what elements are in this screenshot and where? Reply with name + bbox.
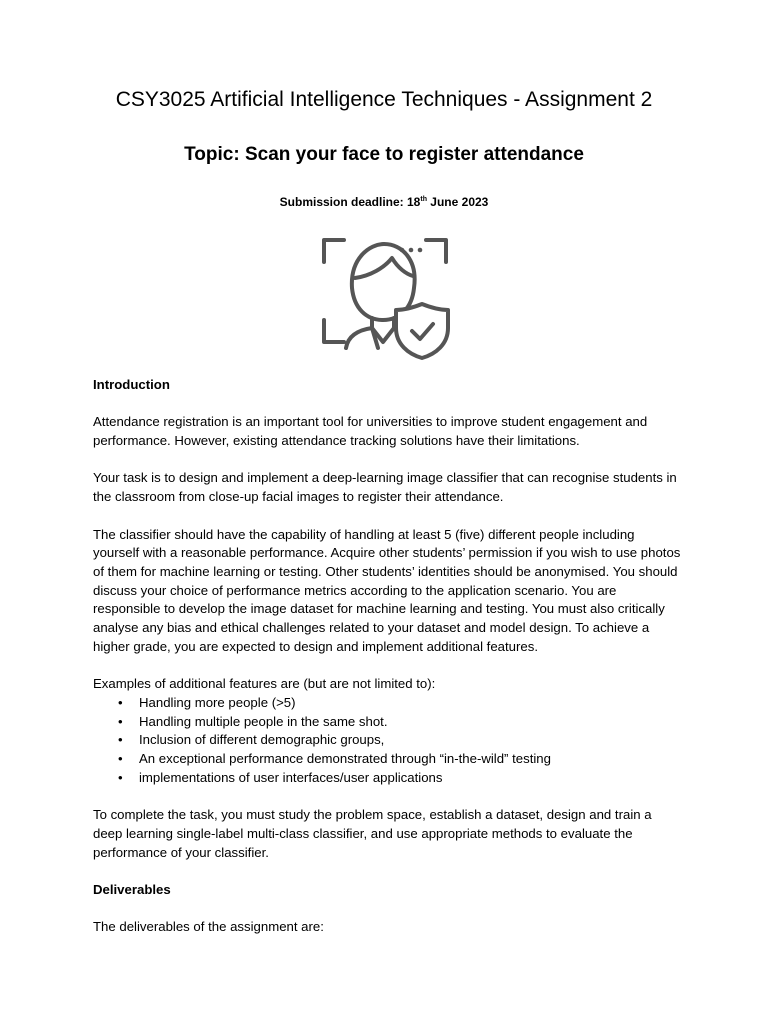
- list-item: [93, 694, 683, 713]
- list-item-text: Inclusion of different demographic groups,: [139, 732, 385, 748]
- intro-paragraph-3: The classifier should have the capability of handling at least 5 (five) different people including yourself with a reasonable performance. Acquire other students’ permission if you wish to use photos of them for machine learning or testing. Other students’ identities should be anonymised. You should discuss your choice of performance metrics according to the application scenario. You are responsible to develop the image dataset for machine learning and testing. You must also critically analyse any bias and ethical challenges related to your dataset and model design. To achieve a higher grade, you are expected to design and implement additional features.: [93, 526, 681, 654]
- deliverables-heading: Deliverables: [93, 881, 171, 897]
- list-item-text: Handling more people (>5): [139, 694, 296, 710]
- list-item: [93, 750, 683, 769]
- deadline-ordinal-suffix: th: [420, 196, 427, 203]
- bullet-icon: •: [118, 694, 123, 710]
- bullet-icon: •: [118, 732, 123, 748]
- list-item: [93, 769, 683, 788]
- list-item-text: An exceptional performance demonstrated through “in-the-wild” testing: [139, 751, 551, 766]
- introduction-heading: Introduction: [93, 377, 170, 392]
- list-item-text: Handling multiple people in the same shot.: [139, 713, 388, 729]
- deadline-prefix: Submission deadline: 18: [279, 195, 421, 209]
- bullet-icon: •: [118, 769, 123, 785]
- intro-paragraph-1: Attendance registration is an important tool for universities to improve student engagement and performance. However, existing attendance tracking solutions have their limitations.: [93, 414, 648, 449]
- additional-features-list: [93, 694, 683, 788]
- bullet-icon: •: [118, 713, 123, 729]
- list-item: [93, 713, 683, 732]
- document-title: CSY3025 Artificial Intelligence Techniques - Assignment 2: [115, 88, 653, 111]
- document-topic: Topic: Scan your face to register attendance: [184, 144, 584, 165]
- list-item: [93, 731, 683, 750]
- task-paragraph: To complete the task, you must study the problem space, establish a dataset, design and train a deep learning single-label multi-class classifier, and use appropriate methods to evaluate the performance of your classifier.: [93, 807, 652, 860]
- document-body: [93, 376, 683, 956]
- bullet-icon: •: [118, 751, 123, 766]
- deliverables-lead: The deliverables of the assignment are:: [93, 919, 324, 935]
- intro-paragraph-2: Your task is to design and implement a deep-learning image classifier that can recognise students in the classroom from close-up facial images to register their attendance.: [93, 470, 677, 505]
- deadline-rest: June 2023: [426, 195, 489, 209]
- list-item-text: implementations of user interfaces/user applications: [139, 769, 443, 785]
- examples-lead: Examples of additional features are (but are not limited to):: [93, 676, 436, 692]
- face-scan-shield-check-icon: [312, 232, 458, 362]
- submission-deadline: [0, 195, 768, 209]
